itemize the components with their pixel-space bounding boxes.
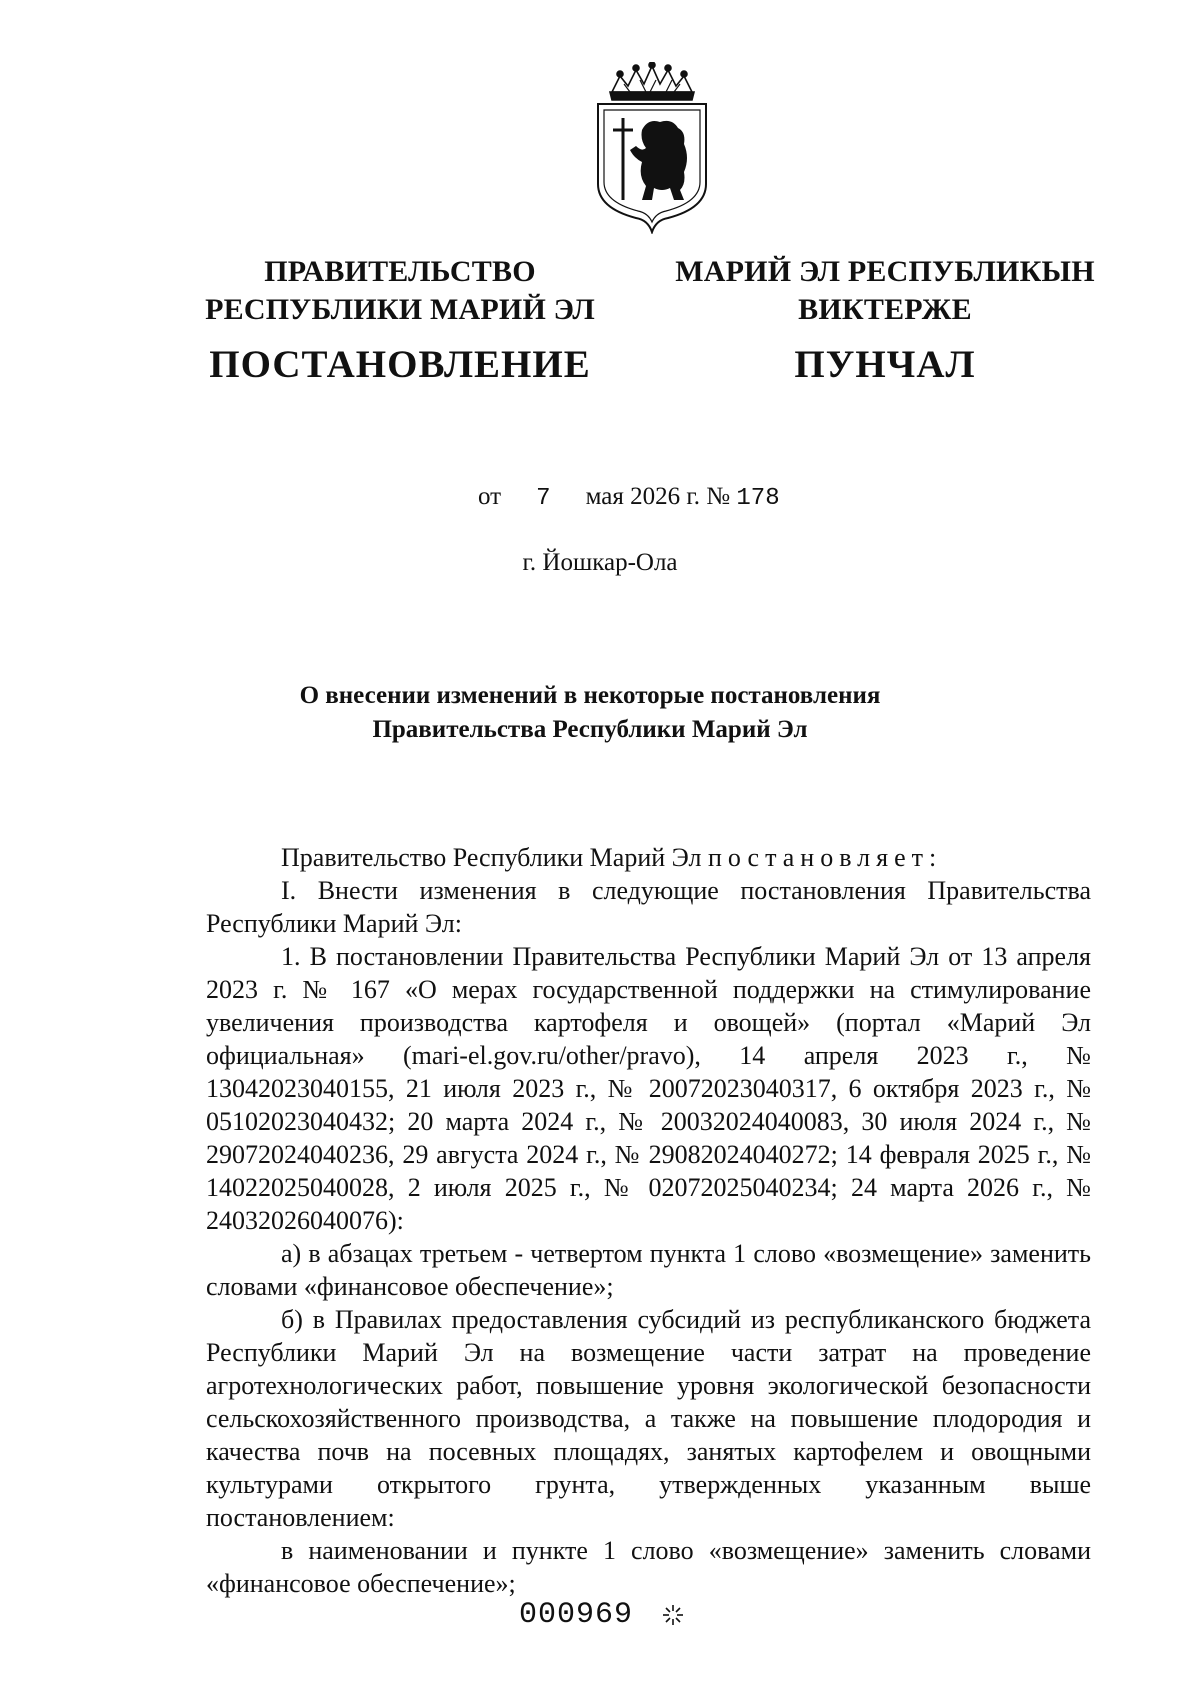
header-left-block	[190, 253, 610, 387]
title-line1: О внесении изменений в некоторые постановления	[299, 682, 881, 709]
org-name-mari-line1: МАРИЙ ЭЛ РЕСПУБЛИКЫН	[675, 255, 1095, 288]
title-line2: Правительства Республики Марий Эл	[372, 716, 808, 743]
city-line: г. Йошкар-Ола	[522, 549, 678, 576]
org-name-ru-line1: ПРАВИТЕЛЬСТВО	[264, 255, 536, 288]
intro-text: Правительство Республики Марий Эл	[281, 843, 702, 872]
document-title	[200, 679, 980, 747]
org-name-mari-line2: ВИКТЕРЖЕ	[798, 293, 972, 326]
document-number: 178	[736, 485, 780, 512]
org-name-ru-line2: РЕСПУБЛИКИ МАРИЙ ЭЛ	[205, 293, 595, 326]
serial-number: 000969	[519, 1598, 634, 1632]
paragraph-1: I. Внести изменения в следующие постановления Правительства Республики Марий Эл:	[206, 876, 1091, 938]
date-prefix: от	[478, 483, 502, 510]
paragraph-3: а) в абзацах третьем - четвертом пункта 1 слово «возмещение» заменить словами «финансовое обеспечение»;	[206, 1239, 1091, 1301]
paragraph-5: в наименовании и пункте 1 слово «возмещение» заменить словами «финансовое обеспечение»;	[206, 1536, 1091, 1598]
doc-type-mari: ПУНЧАЛ	[794, 343, 976, 386]
document-body	[206, 841, 1091, 1600]
intro-spaced-word: постановляет:	[707, 843, 943, 872]
coat-of-arms-emblem	[590, 62, 714, 234]
paragraph-4: б) в Правилах предоставления субсидий из республиканского бюджета Республики Марий Эл на возмещение части затрат на проведение агротехнологических работ, повышение уровня экологической безопасности сельскохозяйственного производства, а также на повышение плодородия и качества почв на посевных площадях, занятых картофелем и овощными культурами открытого грунта, утвержденных указанным выше постановлением:	[206, 1305, 1091, 1532]
date-day: 7	[536, 485, 551, 512]
header-right-block	[665, 253, 1105, 387]
intro-paragraph	[206, 841, 1091, 874]
sparkle-mark-icon	[661, 1603, 685, 1627]
date-number-line	[478, 483, 780, 512]
date-month-year: мая 2026 г. №	[585, 483, 731, 510]
doc-type-ru: ПОСТАНОВЛЕНИЕ	[209, 343, 591, 386]
paragraph-2: 1. В постановлении Правительства Республики Марий Эл от 13 апреля 2023 г. № 167 «О мерах государственной поддержки на стимулирование увеличения производства картофеля и овощей» (портал «Марий Эл официальная» (mari-el.gov.ru/other/pravo), 14 апреля 2023 г., № 13042023040155, 21 июля 2023 г., № 20072023040317, 6 октября 2023 г., № 05102023040432; 20 марта 2024 г., № 20032024040083, 30 июля 2024 г., № 29072024040236, 29 августа 2024 г., № 29082024040272; 14 февраля 2025 г., № 14022025040028, 2 июля 2025 г., № 02072025040234; 24 марта 2026 г., № 24032026040076):	[206, 942, 1091, 1235]
